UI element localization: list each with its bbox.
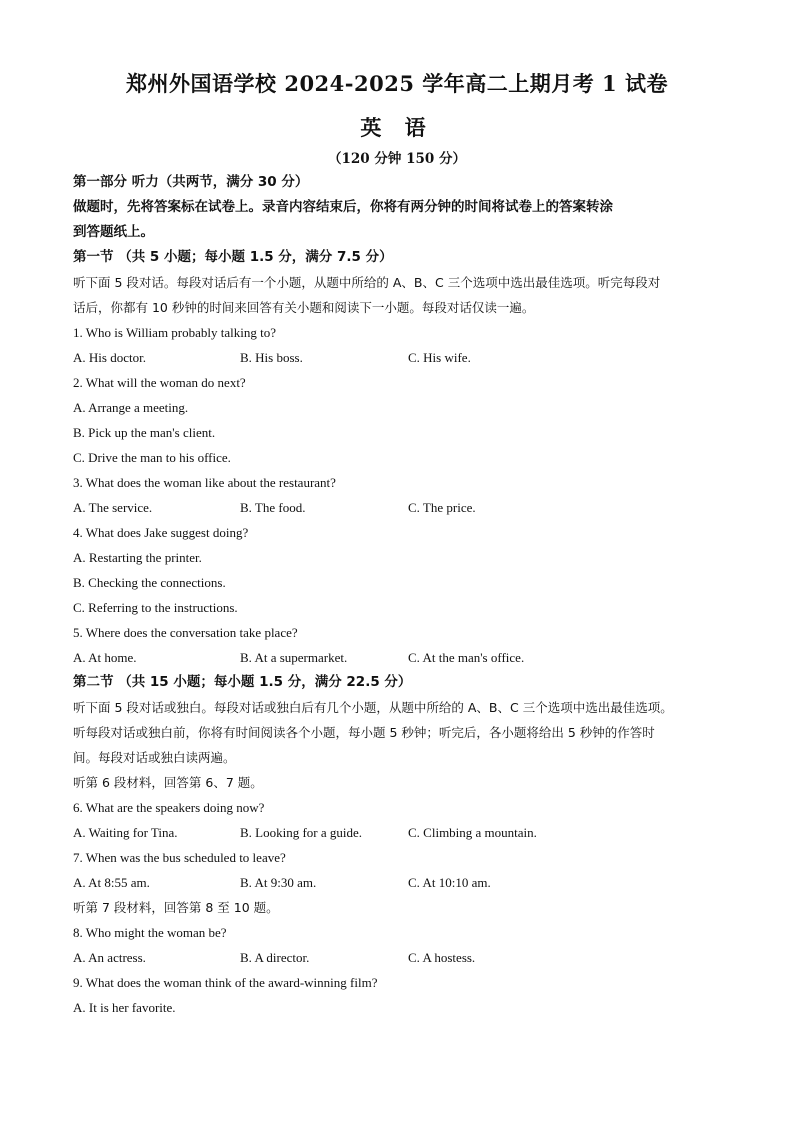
section2-directions-line1: 听下面 5 段对话或独白。每段对话或独白后有几个小题，从题中所给的 A、B、C 三个选项中选出最佳选项。 <box>73 700 673 715</box>
option-c: C. Referring to the instructions. <box>73 600 238 615</box>
answer-options <box>73 495 727 520</box>
answer-options <box>73 870 727 895</box>
section2-directions-line3: 间。每段对话或独白读两遍。 <box>73 750 236 765</box>
option-b: B. The food. <box>240 500 306 515</box>
option-a: A. Arrange a meeting. <box>73 400 189 415</box>
option-a: A. It is her favorite. <box>73 1000 176 1015</box>
section2-heading: 第二节 （共 15 小题；每小题 1.5 分，满分 22.5 分） <box>73 674 412 690</box>
option-b: B. Pick up the man's client. <box>73 425 216 440</box>
option-a: A. The service. <box>73 500 153 515</box>
answer-options <box>73 345 727 370</box>
option-c: C. The price. <box>408 500 476 515</box>
section1-directions-line2: 话后，你都有 10 秒钟的时间来回答有关小题和阅读下一小题。每段对话仅读一遍。 <box>73 300 535 315</box>
material-note: 听第 6 段材料，回答第 6、7 题。 <box>73 775 263 790</box>
option-b: B. Looking for a guide. <box>240 825 363 840</box>
option-c: C. At the man's office. <box>408 650 525 665</box>
option-b: B. At a supermarket. <box>240 650 348 665</box>
exam-duration: （120 分钟 150 分） <box>328 151 466 167</box>
part1-instruction-line2: 到答题纸上。 <box>73 224 154 240</box>
option-c: C. At 10:10 am. <box>408 875 491 890</box>
option-b: B. At 9:30 am. <box>240 875 317 890</box>
option-b: B. Checking the connections. <box>73 575 226 590</box>
exam-subject: 英 语 <box>360 115 434 140</box>
material-note: 听第 7 段材料，回答第 8 至 10 题。 <box>73 900 279 915</box>
option-a: A. An actress. <box>73 950 146 965</box>
section1-heading: 第一节 （共 5 小题；每小题 1.5 分，满分 7.5 分） <box>73 249 393 265</box>
option-c: C. Drive the man to his office. <box>73 450 231 465</box>
question-stem: 1. Who is William probably talking to? <box>73 325 276 340</box>
exam-title: 郑州外国语学校 2024-2025 学年高二上期月考 1 试卷 <box>126 71 668 96</box>
answer-options <box>73 645 727 670</box>
answer-options <box>73 945 727 970</box>
exam-content <box>73 170 727 1020</box>
option-b: B. A director. <box>240 950 310 965</box>
option-c: C. A hostess. <box>408 950 476 965</box>
question-stem: 9. What does the woman think of the award-winning film? <box>73 975 378 990</box>
question-stem: 6. What are the speakers doing now? <box>73 800 265 815</box>
question-stem: 2. What will the woman do next? <box>73 375 246 390</box>
section1-directions-line1: 听下面 5 段对话。每段对话后有一个小题，从题中所给的 A、B、C 三个选项中选出最佳选项。听完每段对 <box>73 275 661 290</box>
option-c: C. His wife. <box>408 350 471 365</box>
part1-heading: 第一部分 听力（共两节，满分 30 分） <box>73 174 309 190</box>
option-a: A. Waiting for Tina. <box>73 825 178 840</box>
question-stem: 4. What does Jake suggest doing? <box>73 525 249 540</box>
option-a: A. At home. <box>73 650 137 665</box>
option-a: A. At 8:55 am. <box>73 875 150 890</box>
question-stem: 8. Who might the woman be? <box>73 925 227 940</box>
question-stem: 7. When was the bus scheduled to leave? <box>73 850 286 865</box>
question-stem: 5. Where does the conversation take place? <box>73 625 298 640</box>
option-b: B. His boss. <box>240 350 303 365</box>
option-a: A. Restarting the printer. <box>73 550 202 565</box>
question-stem: 3. What does the woman like about the restaurant? <box>73 475 336 490</box>
part1-instruction-line1: 做题时，先将答案标在试卷上。录音内容结束后，你将有两分钟的时间将试卷上的答案转涂 <box>73 199 613 215</box>
option-a: A. His doctor. <box>73 350 146 365</box>
option-c: C. Climbing a mountain. <box>408 825 537 840</box>
answer-options <box>73 820 727 845</box>
section2-directions-line2: 听每段对话或独白前，你将有时间阅读各个小题，每小题 5 秒钟；听完后，各小题将给出 5 秒钟的作答时 <box>73 725 655 740</box>
